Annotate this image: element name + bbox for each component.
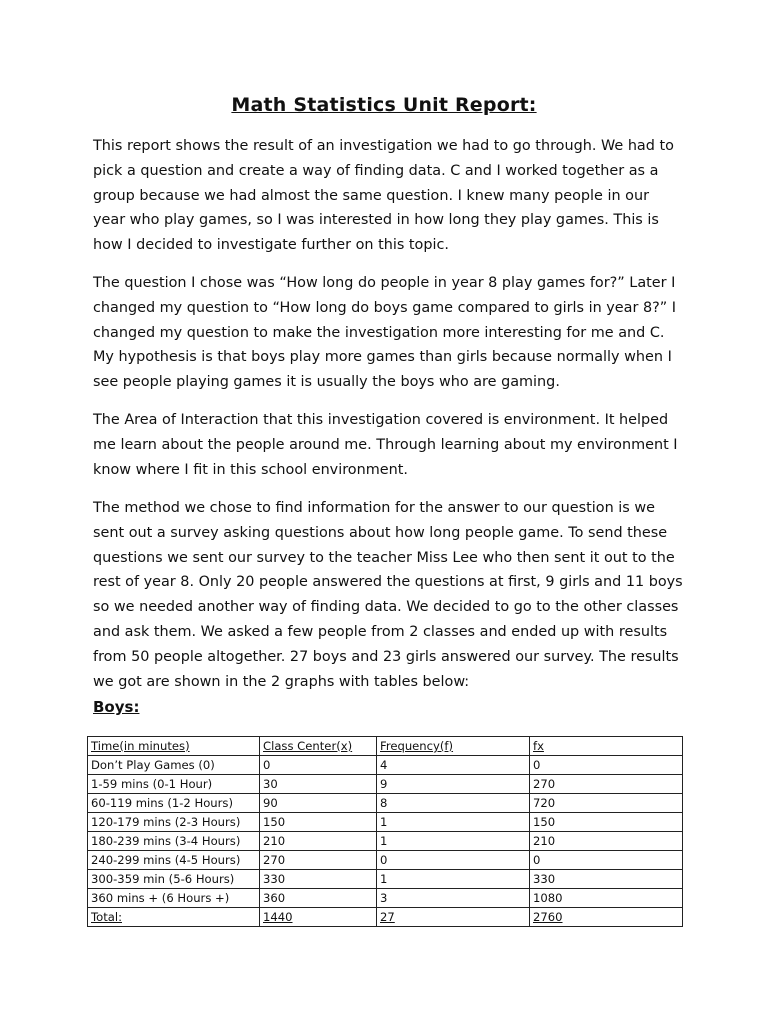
table-cell: 270 [260,851,377,870]
table-cell: 0 [530,756,683,775]
paragraph-area-of-interaction: The Area of Interaction that this investigation covered is environment. It helped me learn about the people around me. Through learning about my environment I know where I fit in this school environment. [93,412,678,478]
table-cell: 720 [530,794,683,813]
table-cell: 120-179 mins (2-3 Hours) [88,813,260,832]
table-cell: 30 [260,775,377,794]
table-row [88,794,683,813]
table-cell: 0 [260,756,377,775]
table-cell: 330 [530,870,683,889]
table-cell: 360 mins + (6 Hours +) [88,889,260,908]
column-header-time: Time(in minutes) [88,737,260,756]
total-fx: 2760 [530,908,683,927]
table-row [88,832,683,851]
table-cell: 210 [530,832,683,851]
table-cell: 1 [377,832,530,851]
column-header-class-center: Class Center(x) [260,737,377,756]
total-label: Total: [88,908,260,927]
total-class-center: 1440 [260,908,377,927]
table-cell: 150 [260,813,377,832]
table-cell: 9 [377,775,530,794]
total-frequency: 27 [377,908,530,927]
table-cell: 300-359 min (5-6 Hours) [88,870,260,889]
table-cell: 60-119 mins (1-2 Hours) [88,794,260,813]
table-row [88,889,683,908]
table-cell: 330 [260,870,377,889]
table-cell: 1080 [530,889,683,908]
paragraph-method: The method we chose to find information for the answer to our question is we sent out a survey asking questions about how long people game. To send these questions we sent our survey to the teacher Miss Lee who then sent it out to the rest of year 8. Only 20 people answered the questions at first, 9 girls and 11 boys so we needed another way of finding data. We decided to go to the other classes and ask them. We asked a few people from 2 classes and ended up with results from 50 people altogether. 27 boys and 23 girls answered our survey. The results we got are shown in the 2 graphs with tables below: [93,500,683,690]
table-cell: 150 [530,813,683,832]
table-cell: 1 [377,870,530,889]
table-row [88,775,683,794]
paragraph-question: The question I chose was “How long do people in year 8 play games for?” Later I changed my question to “How long do boys game compared to girls in year 8?” I changed my question to make the investigation more interesting for me and C. My hypothesis is that boys play more games than girls because normally when I see people playing games it is usually the boys who are gaming. [93,275,677,391]
table-cell: 1-59 mins (0-1 Hour) [88,775,260,794]
table-cell: 3 [377,889,530,908]
table-cell: Don’t Play Games (0) [88,756,260,775]
boys-frequency-table [87,736,683,927]
table-row [88,813,683,832]
table-cell: 1 [377,813,530,832]
table-row [88,851,683,870]
table-cell: 0 [530,851,683,870]
page-title: Math Statistics Unit Report: [231,94,537,116]
table-cell: 4 [377,756,530,775]
table-cell: 90 [260,794,377,813]
table-cell: 0 [377,851,530,870]
column-header-frequency: Frequency(f) [377,737,530,756]
column-header-fx: fx [530,737,683,756]
table-cell: 270 [530,775,683,794]
table-cell: 210 [260,832,377,851]
table-total-row [88,908,683,927]
table-row [88,756,683,775]
boys-heading: Boys: [93,698,140,716]
table-cell: 360 [260,889,377,908]
table-row [88,870,683,889]
table-cell: 8 [377,794,530,813]
table-header-row [88,737,683,756]
paragraph-intro: This report shows the result of an investigation we had to go through. We had to pick a question and create a way of finding data. C and I worked together as a group because we had almost the same question. I knew many people in our year who play games, so I was interested in how long they play games. This is how I decided to investigate further on this topic. [93,138,674,254]
table-cell: 180-239 mins (3-4 Hours) [88,832,260,851]
table-cell: 240-299 mins (4-5 Hours) [88,851,260,870]
